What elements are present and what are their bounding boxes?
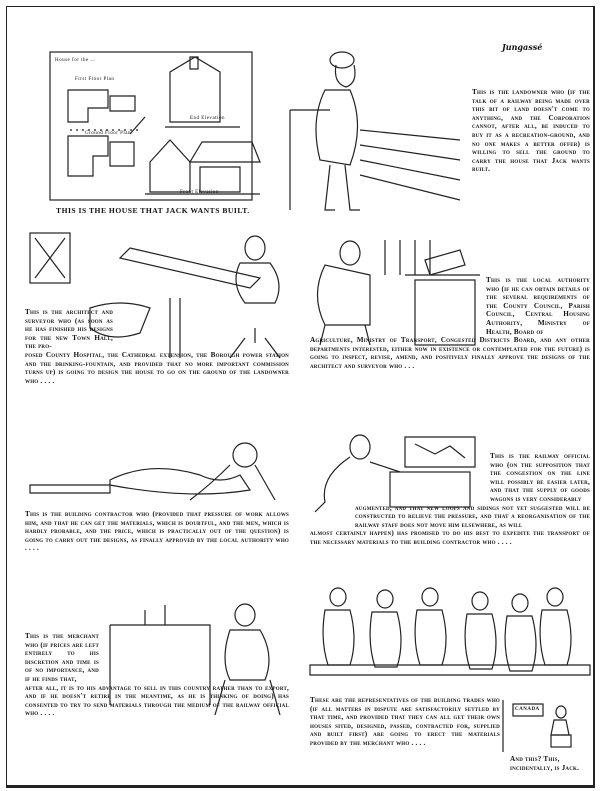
merchant-text-top: This is the merchant who (if prices are left entirely to his discretion and time is of no importance, and if he finds that, bbox=[25, 632, 99, 683]
contractor-text: This is the building contractor who (provided that pressure of work allows him, and that he can get the materials, which is doubtful, and the men, which is hardly probable, and the price, which is practically out of the question) is going to carry out the designs, as finally approved by the local authority who . . . . bbox=[25, 510, 289, 553]
local-authority-text-top: This is the local authority who (if he can obtain details of the several requirements of the County Council, Parish Council, Central Housing Authority, Ministry of Health, Board of bbox=[486, 276, 590, 336]
contractor-illustration bbox=[30, 440, 290, 505]
jack-caption: And this? This, incidentally, is Jack. bbox=[510, 755, 580, 772]
plan-title: House for the ... bbox=[55, 58, 96, 63]
merchant-text-bottom: after all, it is to his advantage to sell in this country rather than to export, and if he doesn't retire in the meantime, as he is thinking of doing) has consented to try to send materials through the medium of the railway official who . . . . bbox=[25, 683, 289, 718]
house-plans-drawing bbox=[50, 52, 252, 202]
trades-text: These are the representatives of the building trades who (if all matters in dispute are satisfactorily settled by that time, and provided that they can all get their own houses sited, designed, passed, contracted for, supplied and built first) are going to erect the materials provided by the merchant who . . . . bbox=[310, 696, 500, 747]
architect-text-top: This is the architect and surveyor who (as soon as he has finished his designs for the new Town Hall, the pro- bbox=[25, 308, 113, 351]
house-caption: THIS IS THE HOUSE THAT JACK WANTS BUILT. bbox=[56, 206, 250, 215]
landowner-illustration bbox=[280, 40, 460, 220]
building-trades-illustration bbox=[310, 585, 590, 685]
railway-text-bottom: almost certainly happen) has promised to do his best to expedite the transport of the necessary materials to the building contractor who . . . . bbox=[310, 529, 590, 546]
railway-text-top: This is the railway official who (on the supposition that the congestion on the line will possibly be easier later, and that the supply of goods wagons is very considerably bbox=[490, 452, 590, 503]
landowner-text: This is the landowner who (if the talk of a railway being made over this bit of land doesn't come to anything, and the Corporation cannot, after all, be induced to buy it as a recreation-ground, and no one makes a better offer) is willing to sell the ground to carry the house that Jack wants built. bbox=[472, 88, 590, 174]
canada-sign: CANADA bbox=[515, 707, 540, 712]
railway-text-mid: augmented, and that new loops and sidings not yet suggested will be constructed to relieve the pressure, and that a reorganisation of the railway staff does not move him elsewhere, as will bbox=[355, 503, 590, 529]
ground-floor-label: Ground Floor Plan bbox=[85, 131, 131, 136]
end-elevation-label: End Elevation bbox=[190, 116, 225, 121]
architect-text-bottom: posed County Hospital, the Cathedral extension, the Borough power station and the drinking-fountain, and provided that no more important commission turns up) is going to design the house to go on the ground of the landowner who . . . . bbox=[25, 350, 289, 385]
artist-signature: Jungassé bbox=[502, 42, 543, 52]
local-authority-text-bottom: Agriculture, Ministry of Transport, Congested Districts Board, and any other departments interested, either now in existence or contemplated for the future) is going to inspect, revise, amend, and positively finally approve the designs of the architect and surveyor who . . . bbox=[310, 336, 590, 370]
front-elevation-label: Front Elevation bbox=[180, 190, 219, 195]
first-floor-label: First Floor Plan bbox=[75, 77, 115, 82]
